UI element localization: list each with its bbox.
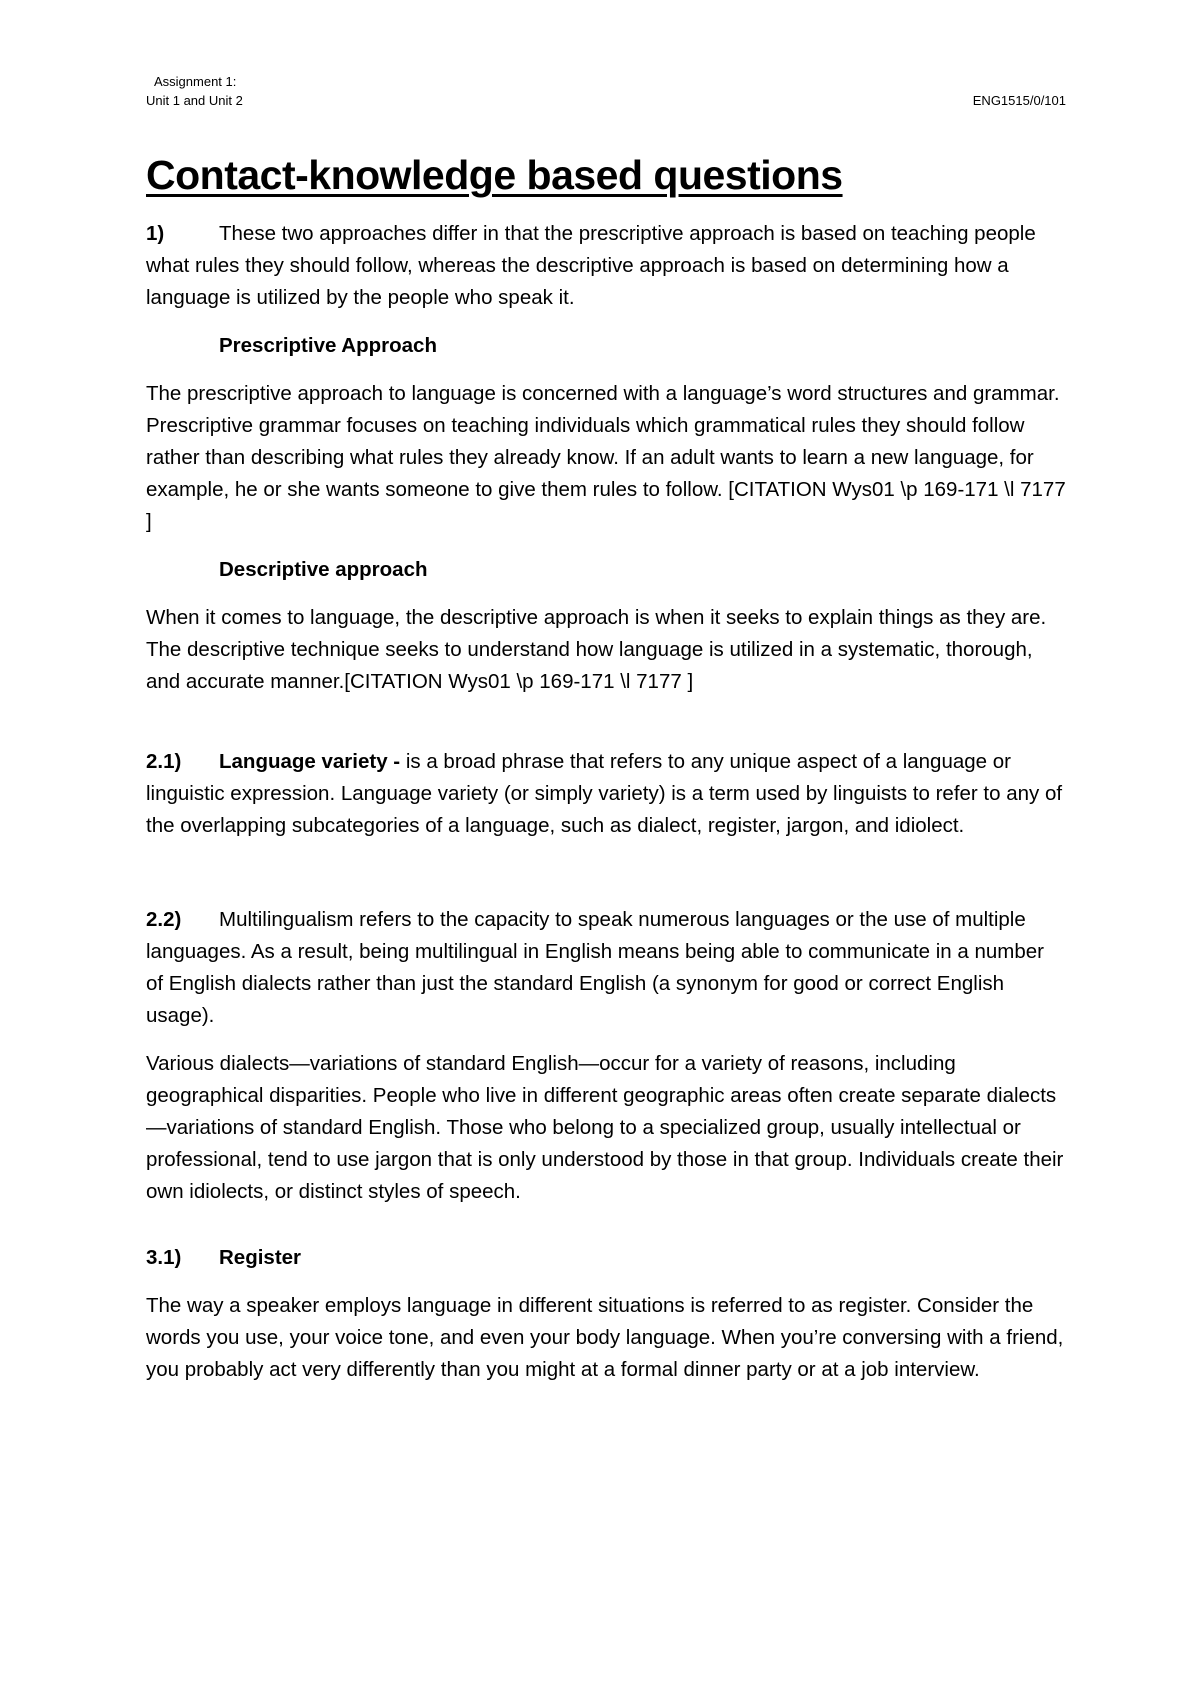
course-code: ENG1515/0/101 — [972, 93, 1066, 108]
assignment-label: Assignment 1: — [154, 74, 237, 89]
document-body — [146, 150, 1066, 1402]
spacer — [146, 858, 1066, 904]
page-header — [146, 72, 1066, 110]
question-1 — [146, 218, 1066, 314]
descriptive-text: When it comes to language, the descriptive approach is when it seeks to explain things as they are. The descriptive technique seeks to understand how language is utilized in a systematic, thorough, and accurate manner.[CITATION Wys01 \p 169-171 \l 7177 ] — [146, 606, 1047, 693]
question-2-2 — [146, 904, 1066, 1032]
question-2-1 — [146, 746, 1066, 842]
prescriptive-text: The prescriptive approach to language is concerned with a language’s word structures and grammar. Prescriptive grammar focuses on teaching individuals which grammatical rules they should follow rather than describing what rules they already know. If an adult wants to learn a new language, for example, he or she wants someone to give them rules to follow. [CITATION Wys01 \p 169-171 \l 7177 ] — [146, 382, 1066, 533]
question-2-2-continued: Various dialects—variations of standard English—occur for a variety of reasons, including geographical disparities. People who live in different geographic areas often create separate dialects—variations of standard English. Those who belong to a specialized group, usually intellectual or professional, tend to use jargon that is only understood by those in that group. Individuals create their own idiolects, or distinct styles of speech. — [146, 1052, 1064, 1203]
term-label: Language variety - — [219, 750, 401, 773]
answer-text: is a broad phrase that refers to any unique aspect of a language or linguistic expression. Language variety (or simply variety) is a term used by linguists to refer to any of the overlapping subcategories of a language, such as dialect, register, jargon, and idiolect. — [146, 750, 1063, 837]
units-label: Unit 1 and Unit 2 — [146, 93, 243, 108]
question-number: 3.1) — [146, 1246, 182, 1269]
descriptive-heading: Descriptive approach — [219, 558, 428, 581]
spacer — [146, 714, 1066, 746]
page-title: Contact-knowledge based questions — [146, 152, 843, 198]
answer-text: Multilingualism refers to the capacity to speak numerous languages or the use of multiple languages. As a result, being multilingual in English means being able to communicate in a number of English dialects rather than just the standard English (a synonym for good or correct English usage). — [146, 908, 1044, 1027]
spacer — [146, 1224, 1066, 1242]
prescriptive-heading: Prescriptive Approach — [219, 334, 437, 357]
question-number: 1) — [146, 222, 165, 245]
answer-text: These two approaches differ in that the prescriptive approach is based on teaching people what rules they should follow, whereas the descriptive approach is based on determining how a language is utilized by the people who speak it. — [146, 222, 1036, 309]
register-heading: Register — [219, 1246, 302, 1269]
register-text: The way a speaker employs language in different situations is referred to as register. Consider the words you use, your voice tone, and even your body language. When you’re conversing with a friend, you probably act very differently than you might at a formal dinner party or at a job interview. — [146, 1294, 1064, 1381]
question-3-1 — [146, 1242, 1066, 1274]
question-number: 2.1) — [146, 750, 182, 773]
header-row — [146, 91, 1066, 110]
question-number: 2.2) — [146, 908, 182, 931]
